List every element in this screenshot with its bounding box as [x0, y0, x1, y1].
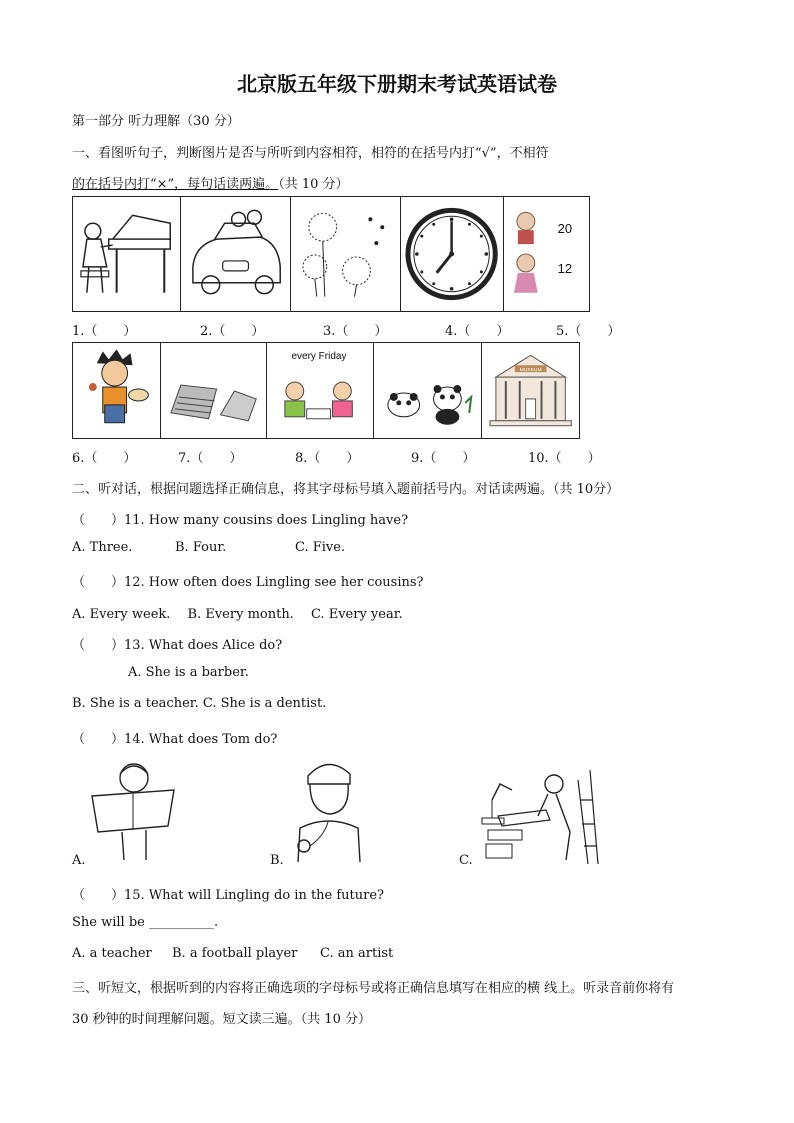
boy-icon: [73, 343, 160, 438]
sec2-heading: 二、听对话，根据问题选择正确信息，将其字母标号填入题前括号内。对话读两遍。（共 10分）: [72, 482, 620, 497]
age-picture: [504, 197, 589, 311]
clock-picture: [401, 197, 503, 311]
piano-icon: [73, 197, 180, 311]
sec3-instruction-line2: 30 秒钟的时间理解问题。短文读三遍。（共 10 分）: [72, 1012, 371, 1027]
panda-icon: [374, 343, 481, 438]
age-12-label: 12: [557, 261, 573, 276]
girls-icon: [504, 197, 589, 311]
q13-options-bc: B. She is a teacher. C. She is a dentist.: [72, 696, 327, 711]
every-friday-caption: every Friday: [291, 351, 347, 362]
q11-option-a: A. Three.: [72, 540, 133, 555]
museum-picture: [482, 343, 579, 438]
q3-label: 3.（ ）: [323, 324, 388, 339]
sec1-instruction-underlined: 的在括号内打“×”，每句话读两遍。: [72, 177, 279, 192]
sec1-instruction-line2: [72, 173, 349, 192]
museum-sign: MUSEUM: [519, 368, 542, 374]
q12-question: （ ）12. How often does Lingling see her cousins?: [72, 575, 424, 590]
q15-question: （ ）15. What will Lingling do in the future?: [72, 888, 385, 903]
newspaper-icon: [161, 343, 266, 438]
q10-label: 10.（ ）: [528, 451, 601, 466]
q11-option-b: B. Four.: [175, 540, 227, 555]
sec1-points: （共 10 分）: [278, 177, 349, 192]
dandelion-picture: [291, 197, 401, 311]
kids-icon: [267, 343, 372, 438]
picture-row-2: [72, 342, 580, 439]
age-20-label: 20: [557, 221, 573, 236]
doctor-icon: [288, 752, 368, 864]
q7-label: 7.（ ）: [178, 451, 243, 466]
q15-blank-line: She will be __________.: [72, 915, 219, 930]
q6-label: 6.（ ）: [72, 451, 137, 466]
piano-girl-picture: [73, 197, 181, 311]
q11-option-c: C. Five.: [295, 540, 346, 555]
pandas-picture: [374, 343, 482, 438]
boy-painting-picture: [73, 343, 161, 438]
every-friday-picture: [267, 343, 373, 438]
part1-heading: 第一部分 听力理解（30 分）: [72, 114, 240, 129]
q15-option-c: C. an artist: [320, 946, 394, 961]
page-title: 北京版五年级下册期末考试英语试卷: [237, 72, 557, 96]
q2-label: 2.（ ）: [200, 324, 265, 339]
q13-option-a: A. She is a barber.: [128, 665, 249, 680]
q8-label: 8.（ ）: [295, 451, 360, 466]
q5-label: 5.（ ）: [556, 324, 621, 339]
q13-question: （ ）13. What does Alice do?: [72, 638, 283, 653]
q11-question: （ ）11. How many cousins does Lingling have?: [72, 513, 409, 528]
q12-options: A. Every week. B. Every month. C. Every year.: [72, 607, 403, 622]
q14-option-a: A.: [72, 853, 86, 868]
q14-option-b: B.: [270, 853, 284, 868]
q15-option-b: B. a football player: [172, 946, 298, 961]
clock-icon: [401, 197, 502, 311]
museum-icon: [482, 343, 579, 438]
car-icon: [181, 197, 290, 311]
picture-row-1: [72, 196, 590, 312]
sec3-instruction-line1: 三、听短文，根据听到的内容将正确选项的字母标号或将正确信息填写在相应的横 线上。听录音前你将有: [72, 981, 675, 996]
q15-option-a: A. a teacher: [72, 946, 152, 961]
car-picture: [181, 197, 291, 311]
newspaper-reader-icon: [88, 756, 178, 866]
q14-option-c: C.: [459, 853, 473, 868]
q9-label: 9.（ ）: [411, 451, 476, 466]
newspaper-picture: [161, 343, 267, 438]
writer-at-desk-icon: [478, 760, 602, 868]
q4-label: 4.（ ）: [445, 324, 510, 339]
dandelion-icon: [291, 197, 400, 311]
q14-question: （ ）14. What does Tom do?: [72, 732, 278, 747]
q1-label: 1.（ ）: [72, 324, 137, 339]
sec1-instruction-line1: 一、看图听句子，判断图片是否与所听到内容相符，相符的在括号内打“√”，不相符: [72, 146, 549, 161]
